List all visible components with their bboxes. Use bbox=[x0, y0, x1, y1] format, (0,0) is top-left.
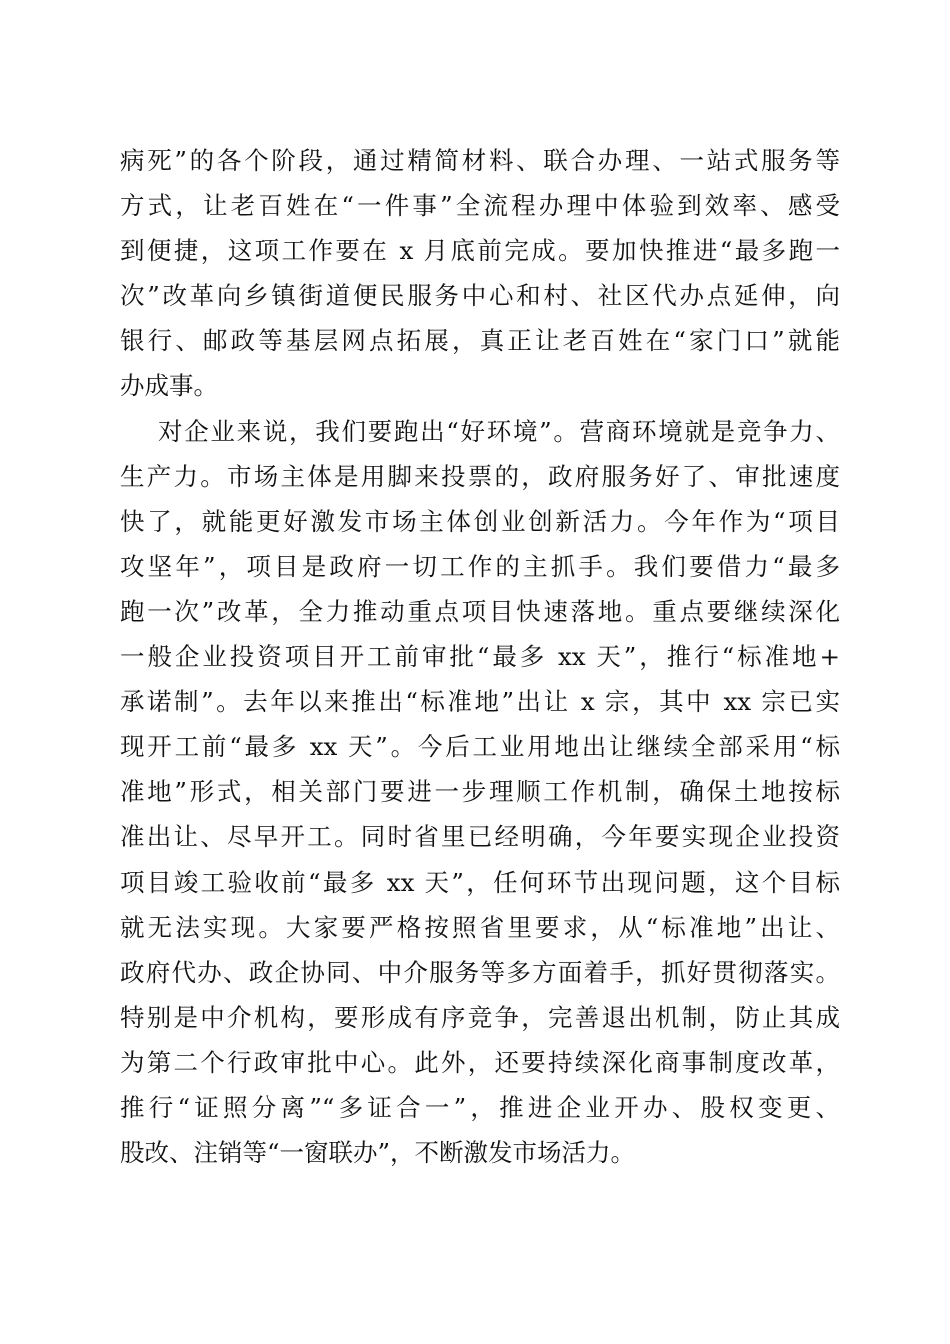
body-text bbox=[120, 138, 840, 1175]
text-line: 方式，让老百姓在“一件事”全流程办理中体验到效率、感受 bbox=[120, 191, 840, 221]
text-line: 跑一次”改革，全力推动重点项目快速落地。重点要继续深化 bbox=[120, 596, 840, 626]
text-line: 到便捷，这项工作要在 x 月底前完成。要加快推进“最多跑一 bbox=[120, 236, 840, 266]
text-line: 次”改革向乡镇街道便民服务中心和村、社区代办点延伸，向 bbox=[120, 281, 840, 311]
text-line: 办成事。 bbox=[120, 371, 218, 401]
paragraph-2 bbox=[120, 409, 840, 1176]
paragraph-1 bbox=[120, 138, 840, 409]
text-line: 病死”的各个阶段，通过精简材料、联合办理、一站式服务等 bbox=[120, 146, 840, 175]
text-line: 准地”形式，相关部门要进一步理顺工作机制，确保土地按标 bbox=[120, 777, 840, 807]
text-line: 特别是中介机构，要形成有序竞争，完善退出机制，防止其成 bbox=[120, 1002, 840, 1032]
text-line: 政府代办、政企协同、中介服务等多方面着手，抓好贯彻落实。 bbox=[120, 957, 840, 987]
text-line: 推行“证照分离”“多证合一”，推进企业开办、股权变更、 bbox=[120, 1092, 840, 1122]
text-line: 现开工前“最多 xx 天”。今后工业用地出让继续全部采用“标 bbox=[120, 732, 840, 762]
text-line: 一般企业投资项目开工前审批“最多 xx 天”，推行“标准地+ bbox=[120, 642, 840, 672]
text-line: 攻坚年”，项目是政府一切工作的主抓手。我们要借力“最多 bbox=[120, 551, 840, 581]
text-line: 准出让、尽早开工。同时省里已经明确，今年要实现企业投资 bbox=[120, 822, 840, 852]
text-line: 为第二个行政审批中心。此外，还要持续深化商事制度改革， bbox=[120, 1047, 840, 1077]
text-line: 对企业来说，我们要跑出“好环境”。营商环境就是竞争力、 bbox=[158, 416, 840, 446]
text-line: 就无法实现。大家要严格按照省里要求，从“标准地”出让、 bbox=[120, 912, 840, 942]
text-line: 生产力。市场主体是用脚来投票的，政府服务好了、审批速度 bbox=[120, 461, 840, 491]
text-line: 承诺制”。去年以来推出“标准地”出让 x 宗，其中 xx 宗已实 bbox=[120, 687, 840, 717]
text-line: 银行、邮政等基层网点拓展，真正让老百姓在“家门口”就能 bbox=[120, 326, 840, 356]
text-line: 股改、注销等“一窗联办”，不断激发市场活力。 bbox=[120, 1138, 636, 1168]
text-line: 快了，就能更好激发市场主体创业创新活力。今年作为“项目 bbox=[120, 506, 840, 536]
text-line: 项目竣工验收前“最多 xx 天”，任何环节出现问题，这个目标 bbox=[120, 867, 840, 897]
